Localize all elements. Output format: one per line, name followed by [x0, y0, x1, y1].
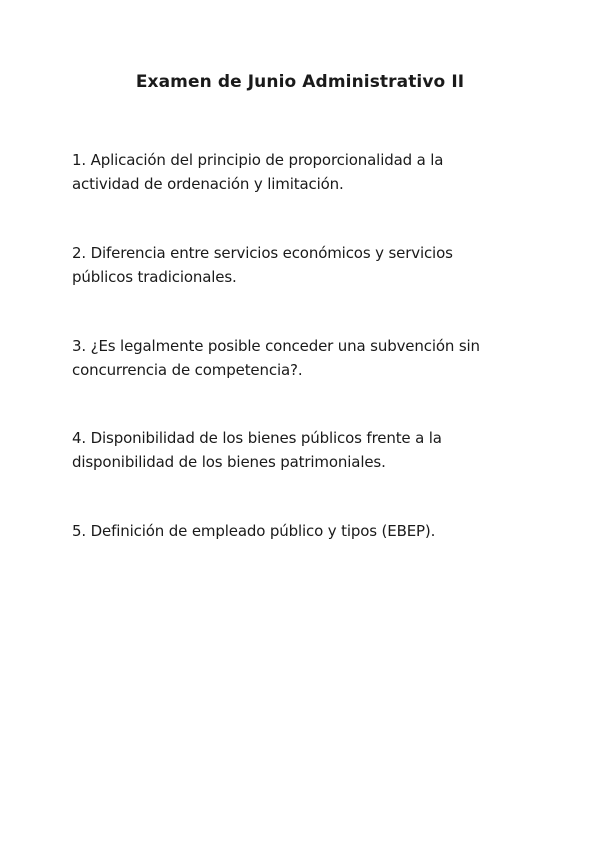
question-4: 4. Disponibilidad de los bienes públicos frente a la disponibilidad de los bienes patrimoniales.	[72, 429, 442, 471]
question-3: 3. ¿Es legalmente posible conceder una subvención sin concurrencia de competencia?.	[72, 337, 480, 379]
document-title: Examen de Junio Administrativo II	[135, 72, 465, 92]
question-2: 2. Diferencia entre servicios económicos y servicios públicos tradicionales.	[72, 244, 453, 286]
question-5: 5. Definición de empleado público y tipos (EBEP).	[72, 522, 436, 540]
question-1: 1. Aplicación del principio de proporcionalidad a la actividad de ordenación y limitación.	[72, 151, 444, 193]
